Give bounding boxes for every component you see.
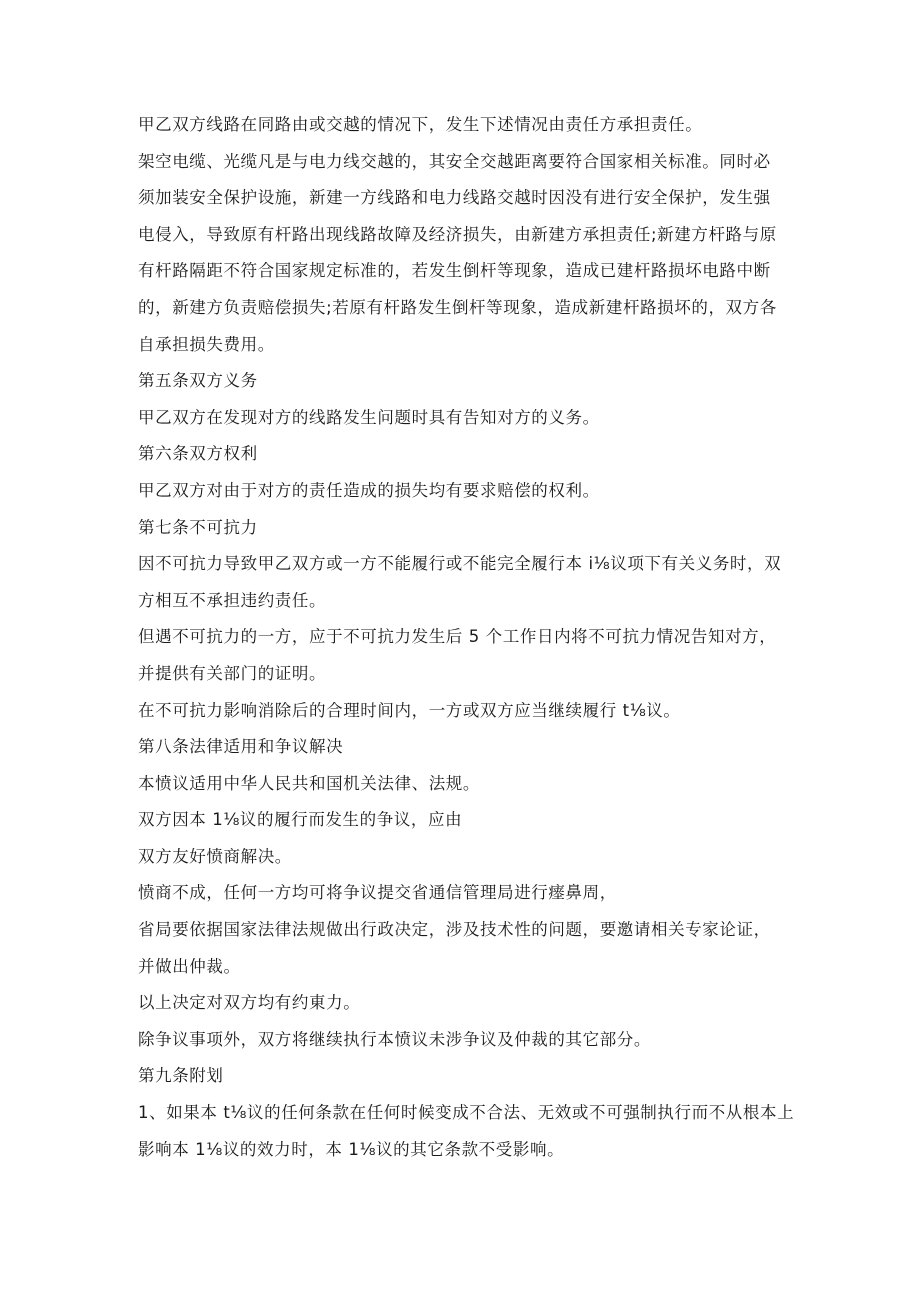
paragraph-line: 因不可抗力导致甲乙双方或一方不能履行或不能完全履行本 i⅛议项下有关义务时，双 bbox=[138, 554, 782, 574]
paragraph-line: 须加装安全保护设施，新建一方线路和电力线路交越时因没有进行安全保护，发生强 bbox=[138, 188, 771, 208]
paragraph-line: 但遇不可抗力的一方，应于不可抗力发生后 5 个工作日内将不可抗力情况告知对方， bbox=[138, 627, 777, 647]
paragraph-line: 甲乙双方线路在同路由或交越的情况下，发生下述情况由责任方承担责任。 bbox=[138, 115, 703, 134]
paragraph-line: 甲乙双方对由于对方的责任造成的损失均有要求赔偿的权利。 bbox=[138, 480, 600, 500]
paragraph-line: 1、如果本 t⅛议的任何条款在任何时候变成不合法、无效或不可强制执行而不从根本上 bbox=[138, 1103, 795, 1123]
paragraph-line: 电侵入，导致原有杆路出现线路故障及经济损失，由新建方承担责任;新建方杆路与原 bbox=[138, 224, 777, 244]
section-heading: 第九条附划 bbox=[138, 1066, 224, 1086]
paragraph-line: 影响本 1⅛议的效力时，本 1⅛议的其它条款不受影响。 bbox=[138, 1139, 565, 1159]
paragraph-line: 甲乙双方在发现对方的线路发生问题时具有告知对方的义务。 bbox=[138, 407, 600, 427]
paragraph-line: 除争议事项外，双方将继续执行本愤议未涉争议及仲裁的其它部分。 bbox=[138, 1029, 651, 1049]
paragraph-line: 方相互不承担违约责任。 bbox=[138, 590, 327, 610]
paragraph-line: 以上决定对双方均有约東力。 bbox=[138, 993, 361, 1013]
section-heading: 第七条不可抗力 bbox=[138, 517, 258, 537]
paragraph-line: 愤商不成，任何一方均可将争议提交省通信管理局进行瘗鼻周， bbox=[138, 883, 617, 903]
section-heading: 第六条双方权利 bbox=[138, 444, 258, 464]
paragraph-line: 并做出仲裁。 bbox=[138, 956, 241, 976]
paragraph-line: 有杆路隔距不符合国家规定标准的，若发生倒杆等现象，造成已建杆路损坏电路中断 bbox=[138, 261, 771, 281]
paragraph-line: 双方友好愤商解决。 bbox=[138, 846, 292, 866]
paragraph-line: 本愤议适用中华人民共和国机关法律、法规。 bbox=[138, 773, 480, 793]
paragraph-line: 在不可抗力影响消除后的合理时间内，一方或双方应当继续履行 t⅛议。 bbox=[138, 700, 681, 720]
paragraph-line: 的，新建方负责赔偿损失;若原有杆路发生倒杆等现象，造成新建杆路损坏的，双方各 bbox=[138, 297, 777, 317]
section-heading: 第八条法律适用和争议解决 bbox=[138, 737, 344, 757]
paragraph-line: 架空电缆、光缆凡是与电力线交越的，其安全交越距离要符合国家相关标准。同时必 bbox=[138, 151, 771, 171]
paragraph-line: 省局要依据国家法律法规做出行政决定，涉及技术性的问题，要邀请相关专家论证， bbox=[138, 920, 771, 940]
document-body bbox=[138, 107, 795, 1168]
paragraph-line: 并提供有关部门的证明。 bbox=[138, 663, 327, 683]
paragraph-line: 自承担损失费用。 bbox=[138, 334, 275, 354]
section-heading: 第五条双方义务 bbox=[138, 371, 258, 391]
paragraph-line: 双方因本 1⅛议的履行而发生的争议，应由 bbox=[138, 810, 463, 830]
